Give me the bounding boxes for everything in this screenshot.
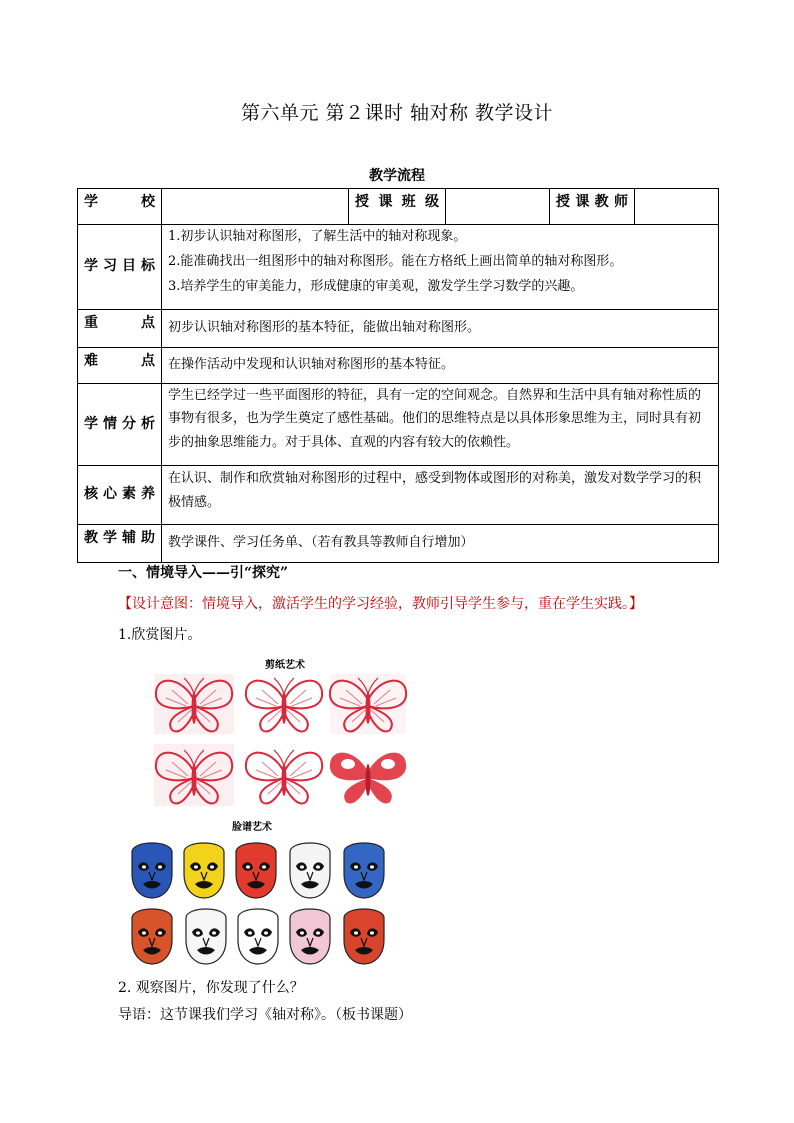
opera-mask	[344, 843, 384, 898]
step-appreciate: 1.欣赏图片。	[118, 627, 202, 643]
butterfly-cut	[246, 750, 322, 803]
difficulty-label: 难 点	[78, 348, 162, 384]
analysis-label: 学情分析	[78, 384, 162, 466]
aids-label: 教学辅助	[78, 525, 162, 563]
class-value	[446, 189, 550, 225]
design-intent: 【设计意图：情境导入，激活学生的学习经验，教师引导学生参与，重在学生实践。】	[118, 596, 643, 612]
literacy-label: 核心素养	[78, 466, 162, 525]
goal-item: 1.初步认识轴对称图形，了解生活中的轴对称现象。	[168, 229, 467, 244]
goal-item: 2.能准确找出一组图形中的轴对称图形。能在方格纸上画出简单的轴对称图形。	[168, 254, 623, 270]
opera-mask	[236, 843, 276, 898]
mask-label: 脸谱艺术	[232, 822, 272, 833]
literacy-text: 在认识、制作和欣赏轴对称图形的过程中，感受到物体或图形的对称美，激发对数学学习的积极情感。	[162, 466, 719, 525]
lesson-intro: 导语：这节课我们学习《轴对称》。（板书课题）	[118, 1007, 412, 1023]
teacher-value	[635, 189, 719, 225]
teacher-label: 授课教师	[550, 189, 635, 225]
butterfly-cut	[330, 753, 406, 804]
analysis-text: 学生已经学过一些平面图形的特征，具有一定的空间观念。自然界和生活中具有轴对称性质的事物有很多，也为学生奠定了感性基础。他们的思维特点是以具体形象思维为主，同时具有初步的抽象思维能力。对于具体、直观的内容有较大的依赖性。	[162, 384, 719, 466]
paper-cut-butterflies-image	[150, 670, 415, 810]
paper-cut-label: 剪纸艺术	[265, 660, 305, 671]
page-title: 第六单元 第２课时 轴对称 教学设计	[240, 102, 554, 124]
step-observe: 2. 观察图片，你发现了什么？	[118, 980, 304, 996]
key-label: 重 点	[78, 310, 162, 348]
opera-mask	[238, 909, 278, 964]
opera-masks-image	[128, 838, 393, 970]
opera-mask	[186, 909, 226, 964]
butterfly-cut	[246, 678, 322, 731]
opera-mask	[344, 909, 384, 964]
table-row	[78, 466, 719, 525]
table-row	[78, 525, 719, 563]
opera-mask	[290, 843, 330, 898]
opera-mask	[184, 843, 224, 898]
table-row	[78, 225, 719, 310]
school-label: 学 校	[78, 189, 162, 225]
table-row	[78, 384, 719, 466]
difficulty-text: 在操作活动中发现和认识轴对称图形的基本特征。	[162, 348, 719, 384]
class-label: 授课班级	[349, 189, 446, 225]
goals-cell	[162, 225, 719, 310]
school-value	[162, 189, 349, 225]
table-row	[78, 189, 719, 225]
section-subtitle: 教学流程	[369, 168, 425, 184]
table-row	[78, 348, 719, 384]
goal-item: 3.培养学生的审美能力，形成健康的审美观，激发学生学习数学的兴趣。	[168, 279, 584, 295]
opera-mask	[132, 843, 172, 898]
table-row	[78, 310, 719, 348]
key-text: 初步认识轴对称图形的基本特征，能做出轴对称图形。	[162, 310, 719, 348]
opera-mask	[290, 909, 330, 964]
aids-text: 教学课件、学习任务单、（若有教具等教师自行增加）	[162, 525, 719, 563]
goals-label: 学习目标	[78, 225, 162, 310]
lesson-plan-table	[77, 188, 719, 563]
opera-mask	[132, 909, 172, 964]
section-heading: 一、情境导入——引“探究”	[118, 565, 289, 581]
